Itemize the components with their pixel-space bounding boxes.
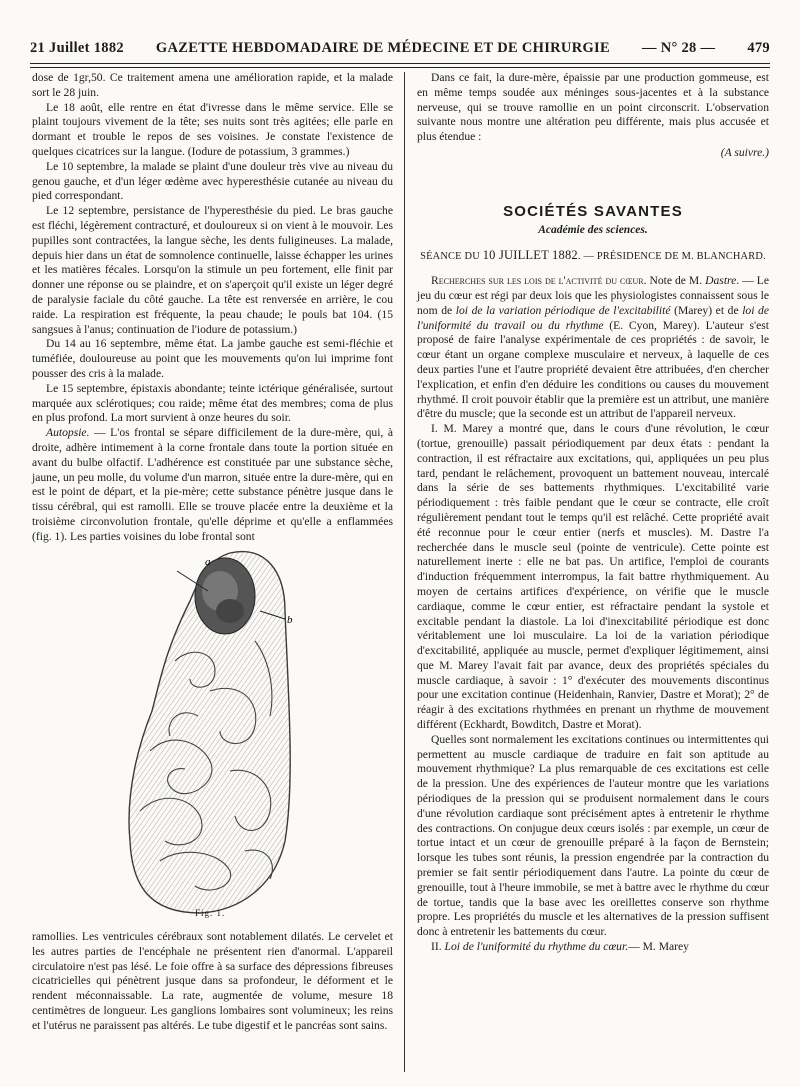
paragraph: Le 12 septembre, persistance de l'hyperesthésie du pied. Le bras gauche est fléchi, légèrement contracturé, et douloureux si on vient à le mouvoir. Les pupilles sont contractées, la langue sèche, les dents fuligineuses. La malade, depuis hier dans un état de somnolence continuelle, laisse échapper les urines et les matières fécales. Lorsqu'on la stimule un peu fortement, elle finit par donner une réponse ou se plaindre, et on s'aperçoit qu'il existe un léger degré de paralysie faciale du côté gauche. La tête est renversée en arrière, le cou raide. La respiration est fréquente, la peau chaude; le pouls bat 104. (15 sangsues à l'anus; continuation de l'iodure de potassium.) bbox=[32, 204, 393, 336]
brain-figure bbox=[80, 541, 320, 919]
header-date: 21 Juillet 1882 bbox=[30, 40, 124, 56]
paragraph: Quelles sont normalement les excitations continues ou intermittentes qui permettent au muscle cardiaque de traduire en fait son aptitude au mouvement rhythmique? La plus remarquable de ces excitations est celle de la pression. Une des expériences de l'auteur montre que les variations périodiques de la pression qui se produisent normalement dans le cours d'une révolution cardiaque sont précisément aptes à entretenir le rhythme des contractions. On conjugue deux cœurs isolés : par exemple, un cœur de tortue intact et un cœur de grenouille préparé à la façon de Bernstein; lorsque les tubes sont réunis, la pression engendrée par la contraction du premier se fait sentir périodiquement dans l'autre. La pointe du cœur de grenouille, tout à l'heure immobile, se met à battre avec le rhythme du cœur de tortue, tandis que la base avec les oreillettes conserve son rhythme propre. Les propriétés du muscle et les alternatives de la pression suffisent donc à entretenir les battements du cœur. bbox=[417, 732, 769, 939]
column-divider bbox=[404, 72, 405, 1072]
figure-label-a: a bbox=[205, 556, 211, 568]
figure-label-b: b bbox=[287, 614, 293, 626]
left-column bbox=[32, 71, 393, 545]
header-rule bbox=[30, 63, 770, 68]
autopsie-label: Autopsie. bbox=[46, 426, 90, 440]
issue-number: — N° 28 — bbox=[641, 40, 716, 56]
autopsie-paragraph bbox=[32, 426, 393, 544]
section-title: SOCIÉTÉS SAVANTES bbox=[503, 202, 683, 220]
paragraph: ramollies. Les ventricules cérébraux sont notablement dilatés. Le cervelet et les autres parties de l'encéphale ne présentent rien d'anormal. L'appareil circulatoire n'est pas lésé. Le foie offre à sa surface des dépressions fibreuses cicatricielles qui pénètrent jusque dans sa profondeur, le déforment et le rendent méconnaissable. La rate, augmentée de volume, mesure 18 centimètres de longueur. Les ganglions lombaires sont volumineux; les reins et l'utérus ne paraissent pas altérés. Le tube digestif et le pancréas sont sains. bbox=[32, 930, 393, 1032]
seance-heading: SÉANCE DU 10 JUILLET 1882. — PRÉSIDENCE DE M. BLANCHARD. bbox=[420, 248, 766, 263]
paragraph: Le 18 août, elle rentre en état d'ivresse dans le même service. Elle se plaint toujours vivement de la tête; ses nuits sont très agitées; elle parle en dormant et trouble le repos de ses voisines. Je constate l'existence de quelques cicatrices sur la langue. (Iodure de potassium, 3 grammes.) bbox=[32, 100, 393, 158]
paragraph: Dans ce fait, la dure-mère, épaissie par une production gommeuse, est en même temps soudée aux méninges sous-jacentes et à la substance nerveuse, qui se trouve ramollie en un point circonscrit. L'observation suivante nous montre une altération peu différente, mais plus accusée et plus étendue : bbox=[417, 71, 769, 144]
figure-caption: Fig. 1. bbox=[195, 908, 226, 918]
a-suivre: (A suivre.) bbox=[720, 145, 769, 159]
section-subtitle: Académie des sciences. bbox=[538, 223, 648, 236]
paragraph: Le 10 septembre, la malade se plaint d'une douleur très vive au niveau du genou gauche, et d'un léger œdème avec hyperesthésie cutanée au niveau du pied correspondant. bbox=[32, 159, 393, 203]
article-title: Recherches sur les lois de l'activité du cœur. bbox=[431, 274, 647, 288]
journal-title: GAZETTE HEBDOMADAIRE DE MÉDECINE ET DE CHIRURGIE bbox=[155, 40, 610, 56]
paragraph: Recherches sur les lois de l'activité du cœur. Note de M. Dastre. — Le jeu du cœur est régi par deux lois que les physiologistes connaissent sous le nom de loi de la variation périodique de l'excitabilité (Marey) et de loi de l'uniformité du travail ou du rhythme (E. Cyon, Marey). L'auteur s'est proposé de faire l'analyse expérimentale de ces propriétés : de savoir, le cœur étant un organe complexe musculaire et nerveux, à laquelle de ces deux parties l'une et l'autre propriété devaient être attribuées, d'en chercher l'explication, et enfin d'en déduire les conditions ou causes du mouvement rhythmé. Il croit pouvoir établir que la première est un attribut, une manière d'être du muscle; que la seconde est un attribut de l'appareil nerveux. bbox=[417, 274, 769, 421]
autopsie-text: — L'os frontal se sépare difficilement de la dure-mère, qui, à droite, adhère intimement à la corne frontale dans toute la portion située en avant du bulbe olfactif. L'adhérence est constituée par une substance sèche, jaune, un peu molle, du volume d'un marron, située entre la dure-mère, qui en est le point de départ, et la pie-mère; cette substance pénètre jusque dans le tissu cérébral, qui est ramolli. Elle se trouve placée entre la deuxième et la troisième circonvolution frontale, qu'elle déprime et qu'elle a enflammées (fig. 1). Les parties voisines du lobe frontal sont bbox=[32, 426, 393, 543]
paragraph: Du 14 au 16 septembre, même état. La jambe gauche est semi-fléchie et tuméfiée, douloureuse au point que les mouvements qu'on lui imprime font pousser des cris à la malade. bbox=[32, 337, 393, 380]
author-name: Dastre bbox=[705, 274, 737, 288]
brain-illustration bbox=[80, 541, 320, 919]
paragraph: Le 15 septembre, épistaxis abondante; teinte ictérique généralisée, surtout marquée aux sclérotiques; cou raide; même état des membres; coma de plus en plus profond. La mort survient à onze heures du soir. bbox=[32, 381, 393, 425]
paragraph: I. M. Marey a montré que, dans le cours d'une révolution, le cœur (tortue, grenouille) passait périodiquement par deux états : pendant la contraction, il est réfractaire aux excitations, qui, appliquées un peu plus tard, pendant le relâchement, provoquent un battement nouveau, intercalé dans la série de ses battements rhythmiques. L'excitabilité varie périodiquement : très faible pendant que le cœur se contracte, elle croît régulièrement pendant tout le temps qu'il est relâché. Cette propriété avait été reconnue pour le cœur entier (nerfs et muscles). M. Dastre l'a recherchée dans le muscle seul (pointe de ventricule). Cette pointe est naturellement inerte : elle ne bat pas. Un artifice, l'emploi de courants d'induction fréquemment interrompus, la fait battre rhythmiquement. Au moyen de certains artifices d'expérience, on vérifie que le muscle cardiaque, comme le cœur entier, est réfractaire pendant la systole et excitable pendant la diastole. La loi d'inexcitabilité périodique est donc véritablement une loi musculaire. La loi de la variation périodique d'excitabilité, appliquée au muscle, permet d'expliquer légitimement, ainsi que M. Marey l'avait fait par avance, deux des propriétés spéciales du muscle cardiaque, à savoir : 1° d'exécuter des mouvements discontinus pour une excitation continue (Heidenhain, Ranvier, Dastre et Morat); 2° de réagir à des excitations rhythmées en prenant un rhythme de mouvement différent (Eckhardt, Bowditch, Dastre et Morat). bbox=[417, 422, 769, 732]
right-column bbox=[417, 71, 769, 955]
paragraph: II. Loi de l'uniformité du rhythme du cœur.— M. Marey bbox=[431, 940, 689, 954]
page-header bbox=[30, 40, 770, 62]
paragraph: dose de 1gr,50. Ce traitement amena une amélioration rapide, et la malade sort le 28 juin. bbox=[32, 71, 393, 99]
left-column-bottom bbox=[32, 930, 393, 1034]
page-number: 479 bbox=[747, 40, 770, 56]
